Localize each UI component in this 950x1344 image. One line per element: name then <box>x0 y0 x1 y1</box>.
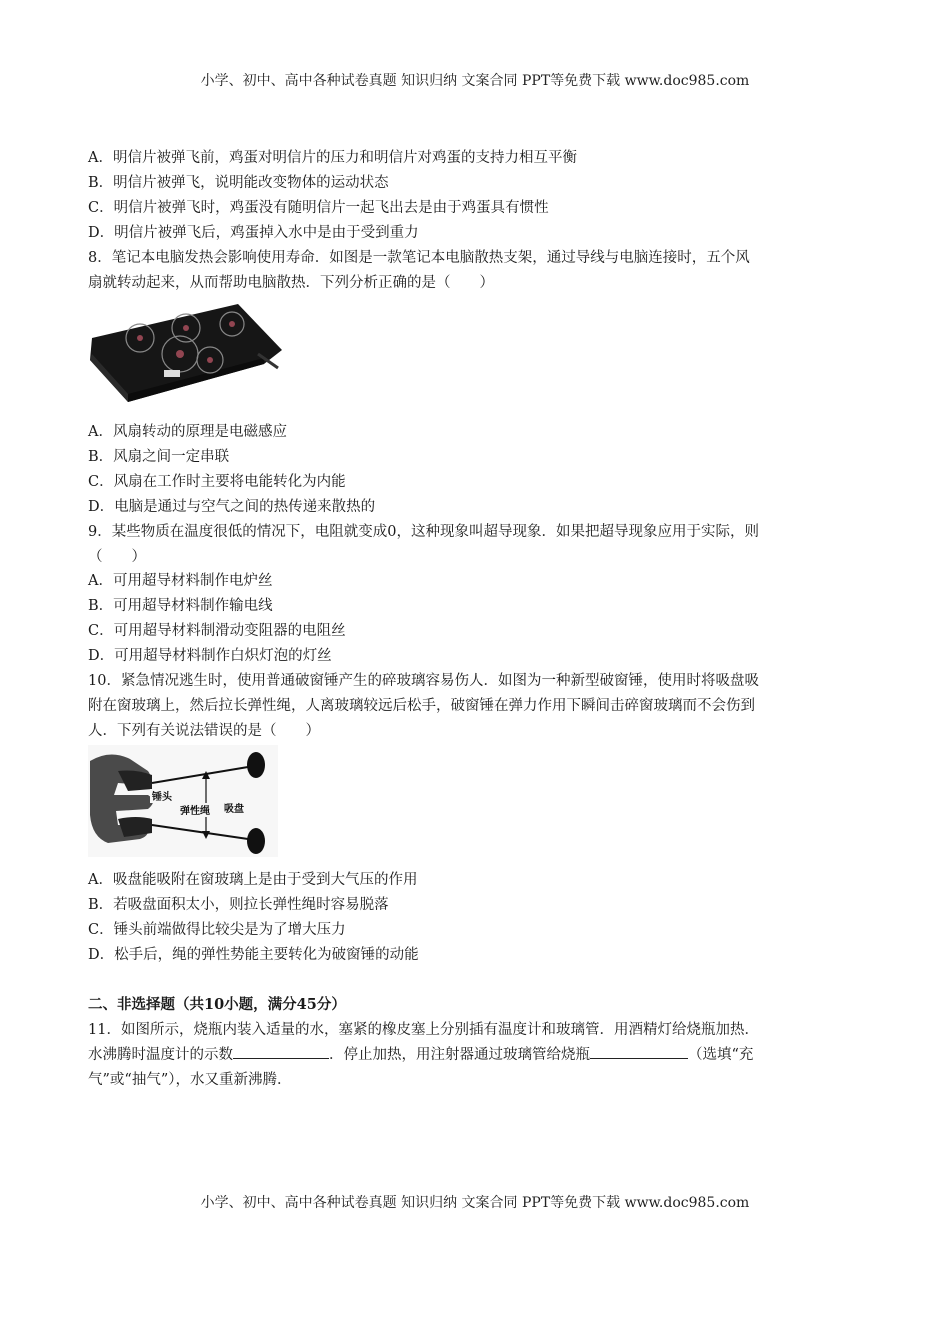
q7-option-b: B．明信片被弹飞，说明能改变物体的运动状态 <box>88 175 389 191</box>
q10-option-a: A．吸盘能吸附在窗玻璃上是由于受到大气压的作用 <box>88 872 418 888</box>
window-breaker-figure <box>88 745 278 861</box>
q11-text-c: （选填“充 <box>688 1047 754 1063</box>
q7-option-d: D．明信片被弹飞后，鸡蛋掉入水中是由于受到重力 <box>88 225 419 241</box>
page-footer: 小学、初中、高中各种试卷真题 知识归纳 文案合同 PPT等免费下载 www.doc985.com <box>200 1195 750 1211</box>
q9-stem-line1: 9．某些物质在温度很低的情况下，电阻就变成0，这种现象叫超导现象．如果把超导现象应用于实际，则 <box>88 524 759 540</box>
q10-stem-line1: 10．紧急情况逃生时，使用普通破窗锤产生的碎玻璃容易伤人．如图为一种新型破窗锤，使用时将吸盘吸 <box>88 673 759 689</box>
q8-option-a: A．风扇转动的原理是电磁感应 <box>88 424 287 440</box>
q7-option-c: C．明信片被弹飞时，鸡蛋没有随明信片一起飞出去是由于鸡蛋具有惯性 <box>88 200 549 216</box>
q10-option-b: B．若吸盘面积太小，则拉长弹性绳时容易脱落 <box>88 897 389 913</box>
q8-option-c: C．风扇在工作时主要将电能转化为内能 <box>88 474 346 490</box>
q7-option-a: A．明信片被弹飞前，鸡蛋对明信片的压力和明信片对鸡蛋的支持力相互平衡 <box>88 150 577 166</box>
q11-line3: 气”或“抽气”），水又重新沸腾． <box>88 1072 292 1088</box>
q9-option-c: C．可用超导材料制滑动变阻器的电阻丝 <box>88 623 346 639</box>
q9-option-a: A．可用超导材料制作电炉丝 <box>88 573 273 589</box>
q9-option-b: B．可用超导材料制作输电线 <box>88 598 273 614</box>
q8-stem-line1: 8．笔记本电脑发热会影响使用寿命．如图是一款笔记本电脑散热支架，通过导线与电脑连接时，五个风 <box>88 250 750 266</box>
q10-option-d: D．松手后，绳的弹性势能主要转化为破窗锤的动能 <box>88 947 419 963</box>
answer-blank-2[interactable] <box>590 1044 688 1059</box>
q11-line1: 11．如图所示，烧瓶内装入适量的水，塞紧的橡皮塞上分别插有温度计和玻璃管．用酒精灯给烧瓶加热． <box>88 1022 759 1038</box>
laptop-cooling-pad-figure <box>88 298 284 410</box>
q10-stem-line3: 人．下列有关说法错误的是（ ） <box>88 723 320 739</box>
answer-blank-1[interactable] <box>233 1044 329 1059</box>
q8-option-d: D．电脑是通过与空气之间的热传递来散热的 <box>88 499 376 515</box>
q9-stem-line2: （ ） <box>88 549 146 565</box>
q8-option-b: B．风扇之间一定串联 <box>88 449 230 465</box>
section-title: 二、非选择题（共10小题，满分45分） <box>88 996 346 1013</box>
q11-text-a: 水沸腾时温度计的示数 <box>88 1047 233 1063</box>
rope-label: 弹性绳 <box>180 806 210 817</box>
page-header: 小学、初中、高中各种试卷真题 知识归纳 文案合同 PPT等免费下载 www.doc985.com <box>200 73 750 89</box>
q10-stem-line2: 附在窗玻璃上，然后拉长弹性绳，人离玻璃较远后松手，破窗锤在弹力作用下瞬间击碎窗玻璃而不会伤到 <box>88 698 755 714</box>
q11-line2 <box>88 1043 753 1064</box>
hammer-label: 锤头 <box>152 792 172 803</box>
q8-stem-line2: 扇就转动起来，从而帮助电脑散热．下列分析正确的是（ ） <box>88 275 494 291</box>
sucker-label: 吸盘 <box>224 804 244 815</box>
q11-text-b: ．停止加热，用注射器通过玻璃管给烧瓶 <box>329 1047 590 1063</box>
q10-option-c: C．锤头前端做得比较尖是为了增大压力 <box>88 922 346 938</box>
q9-option-d: D．可用超导材料制作白炽灯泡的灯丝 <box>88 648 332 664</box>
